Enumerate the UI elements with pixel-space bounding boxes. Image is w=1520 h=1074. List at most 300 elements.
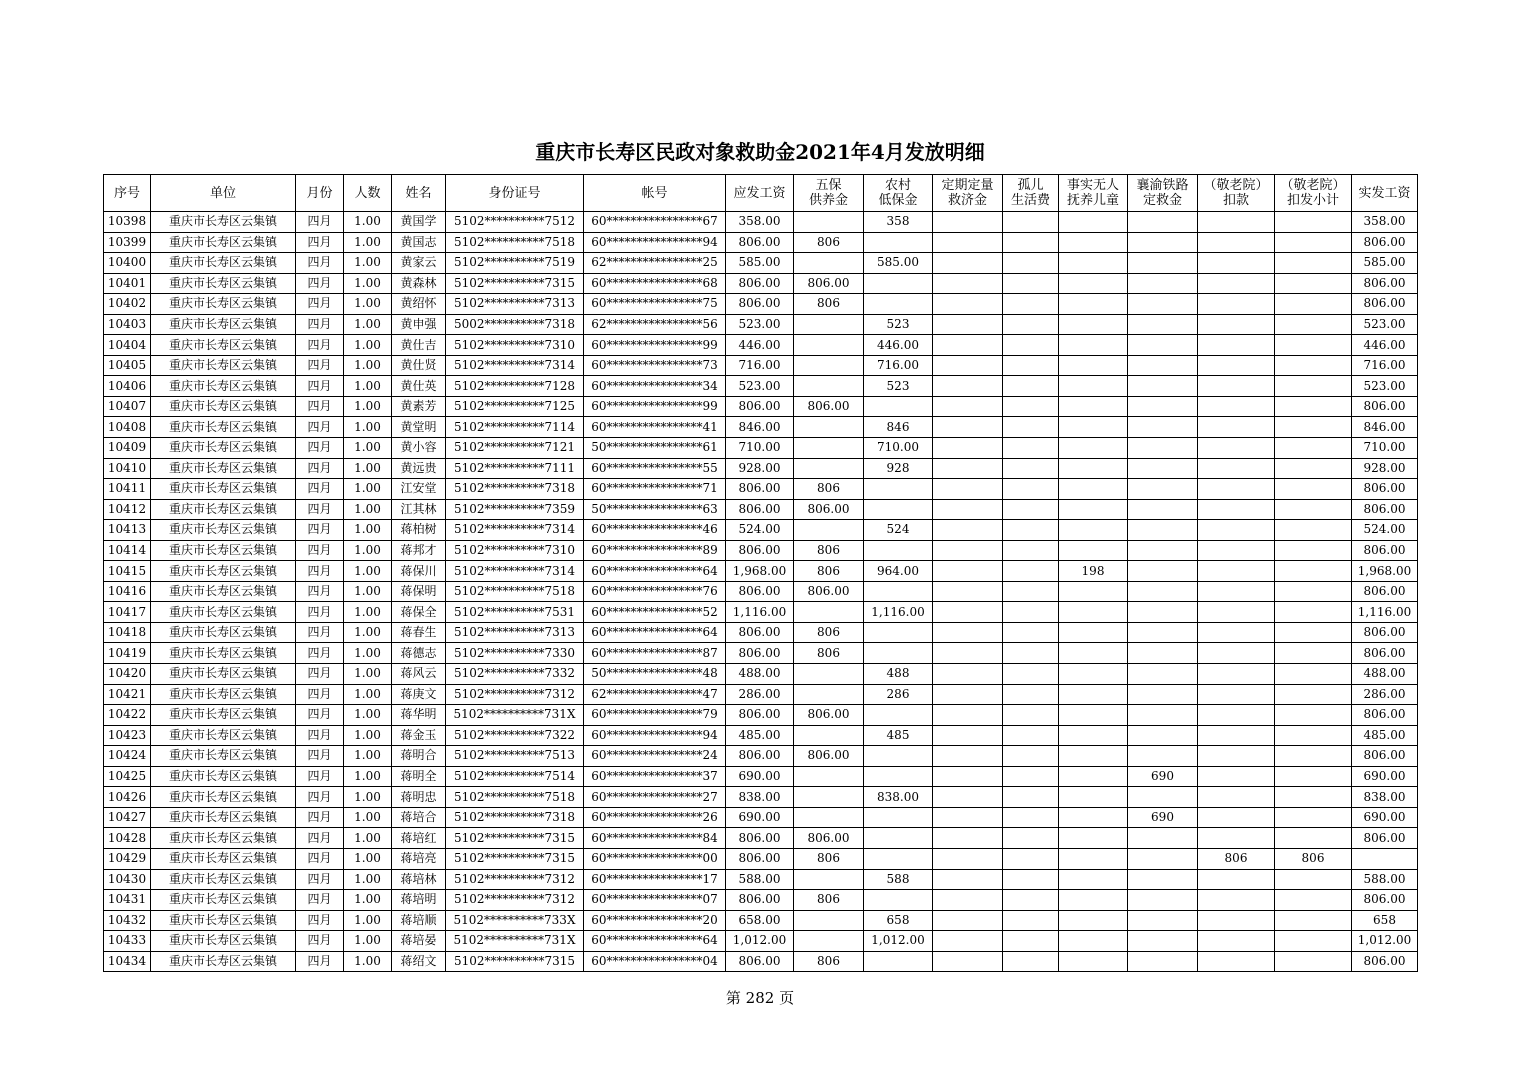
- table-cell: 60****************68: [584, 273, 726, 294]
- table-cell: 1.00: [344, 355, 392, 376]
- table-cell: 重庆市长寿区云集镇: [151, 643, 296, 664]
- table-cell: 846.00: [726, 417, 794, 438]
- table-cell: 806.00: [726, 643, 794, 664]
- table-cell: [1059, 253, 1128, 274]
- table-cell: 838.00: [864, 787, 933, 808]
- table-cell: 1.00: [344, 602, 392, 623]
- table-row: [104, 417, 1418, 438]
- table-cell: 重庆市长寿区云集镇: [151, 273, 296, 294]
- table-cell: [1128, 540, 1198, 561]
- table-cell: [1198, 355, 1275, 376]
- table-cell: 60****************20: [584, 910, 726, 931]
- table-cell: 重庆市长寿区云集镇: [151, 910, 296, 931]
- table-cell: [1275, 890, 1352, 911]
- table-cell: 60****************52: [584, 602, 726, 623]
- table-cell: [864, 807, 933, 828]
- table-cell: 1.00: [344, 212, 392, 233]
- table-row: [104, 787, 1418, 808]
- table-cell: 806.00: [794, 273, 864, 294]
- column-header: 农村 低保金: [864, 175, 933, 212]
- table-cell: 重庆市长寿区云集镇: [151, 581, 296, 602]
- table-cell: 60****************64: [584, 561, 726, 582]
- table-cell: 60****************46: [584, 520, 726, 541]
- table-cell: 50****************63: [584, 499, 726, 520]
- table-cell: 806: [1275, 848, 1352, 869]
- table-cell: 10407: [104, 396, 151, 417]
- table-cell: 1.00: [344, 725, 392, 746]
- table-cell: [933, 951, 1003, 972]
- table-cell: 重庆市长寿区云集镇: [151, 828, 296, 849]
- table-cell: [933, 520, 1003, 541]
- table-cell: 806.00: [794, 828, 864, 849]
- table-cell: 重庆市长寿区云集镇: [151, 458, 296, 479]
- table-cell: [933, 725, 1003, 746]
- table-cell: 5102**********7312: [446, 869, 584, 890]
- table-cell: 10422: [104, 705, 151, 726]
- table-cell: [1275, 355, 1352, 376]
- table-cell: 585.00: [726, 253, 794, 274]
- table-row: [104, 725, 1418, 746]
- table-cell: 1.00: [344, 561, 392, 582]
- table-cell: 1.00: [344, 684, 392, 705]
- table-cell: 523.00: [1352, 376, 1418, 397]
- table-cell: 10400: [104, 253, 151, 274]
- table-cell: 10430: [104, 869, 151, 890]
- table-row: [104, 581, 1418, 602]
- table-cell: 60****************84: [584, 828, 726, 849]
- table-cell: [1003, 684, 1059, 705]
- table-cell: 60****************94: [584, 725, 726, 746]
- table-cell: 806.00: [726, 705, 794, 726]
- table-cell: [1275, 520, 1352, 541]
- table-cell: 806.00: [1352, 581, 1418, 602]
- table-cell: 1.00: [344, 335, 392, 356]
- table-cell: 四月: [296, 294, 344, 315]
- table-cell: 黄素芳: [392, 396, 446, 417]
- table-cell: 358.00: [726, 212, 794, 233]
- table-cell: [933, 417, 1003, 438]
- table-cell: 10409: [104, 438, 151, 459]
- table-cell: 黄仕吉: [392, 335, 446, 356]
- table-cell: 286.00: [1352, 684, 1418, 705]
- table-cell: 10428: [104, 828, 151, 849]
- table-cell: 5102**********731X: [446, 931, 584, 952]
- table-cell: [1275, 212, 1352, 233]
- table-cell: [933, 212, 1003, 233]
- table-row: [104, 396, 1418, 417]
- column-header: 帐号: [584, 175, 726, 212]
- table-cell: [794, 417, 864, 438]
- table-cell: [1003, 766, 1059, 787]
- table-cell: 四月: [296, 438, 344, 459]
- table-cell: 5102**********7519: [446, 253, 584, 274]
- table-cell: 四月: [296, 520, 344, 541]
- table-row: [104, 376, 1418, 397]
- table-cell: 黄仕贤: [392, 355, 446, 376]
- table-cell: [1275, 705, 1352, 726]
- table-cell: [933, 807, 1003, 828]
- table-cell: [1198, 458, 1275, 479]
- table-cell: 1.00: [344, 910, 392, 931]
- column-header: 事实无人 抚养儿童: [1059, 175, 1128, 212]
- table-cell: 重庆市长寿区云集镇: [151, 314, 296, 335]
- table-cell: [1003, 848, 1059, 869]
- table-cell: 10429: [104, 848, 151, 869]
- table-cell: [1059, 458, 1128, 479]
- table-cell: [1275, 314, 1352, 335]
- table-cell: [1059, 951, 1128, 972]
- table-cell: [1198, 766, 1275, 787]
- table-cell: 10398: [104, 212, 151, 233]
- table-cell: 1.00: [344, 479, 392, 500]
- table-cell: 5102**********7114: [446, 417, 584, 438]
- table-cell: [933, 273, 1003, 294]
- table-row: [104, 869, 1418, 890]
- table-cell: [933, 910, 1003, 931]
- table-cell: 60****************04: [584, 951, 726, 972]
- table-cell: [1059, 499, 1128, 520]
- table-cell: 1.00: [344, 438, 392, 459]
- table-cell: 806.00: [726, 396, 794, 417]
- table-cell: 5102**********7332: [446, 664, 584, 685]
- table-cell: 四月: [296, 951, 344, 972]
- table-cell: [1059, 355, 1128, 376]
- table-cell: 60****************87: [584, 643, 726, 664]
- table-cell: 四月: [296, 622, 344, 643]
- table-cell: 蒋绍文: [392, 951, 446, 972]
- table-cell: 1.00: [344, 705, 392, 726]
- table-cell: 524: [864, 520, 933, 541]
- table-cell: 5102**********7322: [446, 725, 584, 746]
- table-cell: 588.00: [726, 869, 794, 890]
- table-cell: 716.00: [1352, 355, 1418, 376]
- table-row: [104, 212, 1418, 233]
- table-cell: 四月: [296, 561, 344, 582]
- table-cell: 10405: [104, 355, 151, 376]
- table-cell: [1059, 232, 1128, 253]
- table-cell: [794, 438, 864, 459]
- table-cell: [1275, 602, 1352, 623]
- table-cell: 蒋明合: [392, 746, 446, 767]
- table-cell: [794, 684, 864, 705]
- table-cell: 1.00: [344, 931, 392, 952]
- column-header: 序号: [104, 175, 151, 212]
- table-cell: [1059, 848, 1128, 869]
- table-cell: 523: [864, 314, 933, 335]
- table-cell: [1128, 684, 1198, 705]
- table-cell: 黄小容: [392, 438, 446, 459]
- table-cell: [794, 602, 864, 623]
- table-cell: 488.00: [726, 664, 794, 685]
- table-cell: 10417: [104, 602, 151, 623]
- table-cell: 重庆市长寿区云集镇: [151, 294, 296, 315]
- table-cell: [1003, 294, 1059, 315]
- table-cell: [1128, 314, 1198, 335]
- table-cell: [1128, 828, 1198, 849]
- table-cell: 62****************56: [584, 314, 726, 335]
- table-cell: [1003, 335, 1059, 356]
- table-cell: 806.00: [726, 499, 794, 520]
- table-cell: [1003, 581, 1059, 602]
- table-cell: [1198, 869, 1275, 890]
- table-cell: 716.00: [726, 355, 794, 376]
- table-row: [104, 232, 1418, 253]
- table-cell: [1128, 602, 1198, 623]
- table-cell: [1003, 212, 1059, 233]
- table-cell: 60****************64: [584, 931, 726, 952]
- table-cell: 806.00: [726, 479, 794, 500]
- table-cell: 5102**********7314: [446, 561, 584, 582]
- table-header-row: [104, 175, 1418, 212]
- table-cell: [1198, 438, 1275, 459]
- table-cell: 806.00: [726, 828, 794, 849]
- table-cell: 重庆市长寿区云集镇: [151, 355, 296, 376]
- table-cell: 蒋金玉: [392, 725, 446, 746]
- table-cell: [1128, 355, 1198, 376]
- table-cell: [1198, 540, 1275, 561]
- table-cell: 585.00: [864, 253, 933, 274]
- table-cell: 806: [794, 232, 864, 253]
- table-cell: 1.00: [344, 951, 392, 972]
- table-cell: [1128, 746, 1198, 767]
- table-cell: 10410: [104, 458, 151, 479]
- table-cell: 806.00: [1352, 705, 1418, 726]
- table-cell: 重庆市长寿区云集镇: [151, 622, 296, 643]
- table-cell: 806.00: [1352, 396, 1418, 417]
- table-cell: 60****************07: [584, 890, 726, 911]
- table-cell: [1059, 376, 1128, 397]
- table-cell: 806.00: [726, 848, 794, 869]
- table-cell: [1275, 273, 1352, 294]
- table-cell: [933, 766, 1003, 787]
- table-cell: 658.00: [726, 910, 794, 931]
- table-cell: [1003, 828, 1059, 849]
- table-cell: [1275, 807, 1352, 828]
- table-cell: [1128, 396, 1198, 417]
- table-cell: 1.00: [344, 828, 392, 849]
- table-cell: [864, 766, 933, 787]
- table-cell: 60****************75: [584, 294, 726, 315]
- table-cell: [933, 314, 1003, 335]
- table-cell: [1003, 355, 1059, 376]
- table-cell: 60****************64: [584, 622, 726, 643]
- table-cell: 5102**********7514: [446, 766, 584, 787]
- table-cell: 1.00: [344, 622, 392, 643]
- table-cell: 1.00: [344, 232, 392, 253]
- table-cell: [1198, 499, 1275, 520]
- table-cell: 重庆市长寿区云集镇: [151, 232, 296, 253]
- table-cell: 1.00: [344, 376, 392, 397]
- table-cell: 5102**********7313: [446, 294, 584, 315]
- table-cell: 806.00: [1352, 622, 1418, 643]
- table-cell: 806.00: [726, 232, 794, 253]
- table-row: [104, 314, 1418, 335]
- table-cell: 重庆市长寿区云集镇: [151, 807, 296, 828]
- table-cell: 286.00: [726, 684, 794, 705]
- table-cell: 四月: [296, 828, 344, 849]
- table-cell: 黄申强: [392, 314, 446, 335]
- table-row: [104, 828, 1418, 849]
- table-row: [104, 294, 1418, 315]
- table-cell: [1003, 931, 1059, 952]
- table-cell: [1128, 664, 1198, 685]
- table-cell: [1059, 581, 1128, 602]
- table-cell: [1003, 520, 1059, 541]
- table-cell: 62****************25: [584, 253, 726, 274]
- table-cell: 485.00: [726, 725, 794, 746]
- table-cell: 806.00: [726, 951, 794, 972]
- table-cell: 1.00: [344, 766, 392, 787]
- table-cell: 黄仕英: [392, 376, 446, 397]
- table-cell: 1.00: [344, 787, 392, 808]
- table-cell: 60****************27: [584, 787, 726, 808]
- table-cell: 10433: [104, 931, 151, 952]
- table-cell: 5102**********7121: [446, 438, 584, 459]
- table-cell: 重庆市长寿区云集镇: [151, 725, 296, 746]
- table-cell: [933, 561, 1003, 582]
- table-cell: 重庆市长寿区云集镇: [151, 931, 296, 952]
- table-cell: 658: [1352, 910, 1418, 931]
- table-cell: 60****************99: [584, 396, 726, 417]
- table-cell: 蒋培合: [392, 807, 446, 828]
- table-cell: [1003, 910, 1059, 931]
- table-cell: 四月: [296, 890, 344, 911]
- table-cell: [933, 705, 1003, 726]
- table-cell: 60****************55: [584, 458, 726, 479]
- table-cell: 四月: [296, 212, 344, 233]
- table-cell: [1275, 869, 1352, 890]
- table-cell: 523.00: [726, 376, 794, 397]
- table-cell: 806: [794, 540, 864, 561]
- table-cell: [933, 746, 1003, 767]
- table-cell: 10408: [104, 417, 151, 438]
- table-cell: [864, 273, 933, 294]
- table-cell: [933, 540, 1003, 561]
- table-cell: [1128, 848, 1198, 869]
- table-cell: [794, 910, 864, 931]
- table-cell: 5102**********7518: [446, 581, 584, 602]
- table-cell: 5102**********7111: [446, 458, 584, 479]
- column-header: 五保 供养金: [794, 175, 864, 212]
- table-cell: 806.00: [1352, 951, 1418, 972]
- table-cell: 846: [864, 417, 933, 438]
- table-cell: 重庆市长寿区云集镇: [151, 499, 296, 520]
- table-cell: [1275, 787, 1352, 808]
- table-cell: [1128, 273, 1198, 294]
- table-cell: [933, 294, 1003, 315]
- table-cell: [1059, 335, 1128, 356]
- table-cell: 846.00: [1352, 417, 1418, 438]
- table-cell: 485: [864, 725, 933, 746]
- table-cell: 10406: [104, 376, 151, 397]
- table-cell: [1003, 458, 1059, 479]
- table-cell: 806.00: [726, 273, 794, 294]
- table-row: [104, 684, 1418, 705]
- table-cell: [864, 622, 933, 643]
- table-row: [104, 931, 1418, 952]
- table-cell: 806.00: [794, 499, 864, 520]
- table-cell: [1059, 540, 1128, 561]
- table-cell: [1059, 212, 1128, 233]
- table-cell: 690.00: [726, 807, 794, 828]
- table-cell: [1059, 417, 1128, 438]
- table-cell: 10411: [104, 479, 151, 500]
- table-cell: 10399: [104, 232, 151, 253]
- column-header: 人数: [344, 175, 392, 212]
- table-cell: 10418: [104, 622, 151, 643]
- table-cell: 四月: [296, 684, 344, 705]
- table-cell: 重庆市长寿区云集镇: [151, 376, 296, 397]
- table-cell: [1275, 581, 1352, 602]
- table-cell: 5102**********7312: [446, 890, 584, 911]
- table-cell: 10434: [104, 951, 151, 972]
- table-cell: 重庆市长寿区云集镇: [151, 746, 296, 767]
- table-cell: 四月: [296, 643, 344, 664]
- table-cell: [1275, 951, 1352, 972]
- table-cell: [1003, 376, 1059, 397]
- table-cell: 806.00: [794, 581, 864, 602]
- table-cell: [864, 479, 933, 500]
- table-cell: 重庆市长寿区云集镇: [151, 869, 296, 890]
- table-cell: 524.00: [726, 520, 794, 541]
- table-cell: [1198, 643, 1275, 664]
- table-cell: 806.00: [1352, 746, 1418, 767]
- table-cell: 1.00: [344, 664, 392, 685]
- table-row: [104, 951, 1418, 972]
- table-cell: [1059, 684, 1128, 705]
- table-cell: [1275, 253, 1352, 274]
- table-cell: [1059, 828, 1128, 849]
- table-cell: [1059, 396, 1128, 417]
- table-cell: [1003, 540, 1059, 561]
- table-cell: 806.00: [1352, 232, 1418, 253]
- table-cell: 690: [1128, 766, 1198, 787]
- table-cell: 四月: [296, 746, 344, 767]
- table-cell: 806: [794, 890, 864, 911]
- table-cell: [1003, 643, 1059, 664]
- table-cell: 四月: [296, 273, 344, 294]
- table-cell: [933, 253, 1003, 274]
- table-cell: [1275, 540, 1352, 561]
- table-cell: [1059, 869, 1128, 890]
- table-cell: 蒋培林: [392, 869, 446, 890]
- table-cell: 1,012.00: [864, 931, 933, 952]
- column-header: 襄渝铁路 定救金: [1128, 175, 1198, 212]
- table-cell: [1275, 335, 1352, 356]
- table-cell: 524.00: [1352, 520, 1418, 541]
- table-cell: 1.00: [344, 581, 392, 602]
- table-cell: 四月: [296, 910, 344, 931]
- table-row: [104, 273, 1418, 294]
- table-cell: 1.00: [344, 890, 392, 911]
- table-cell: 60****************34: [584, 376, 726, 397]
- table-row: [104, 807, 1418, 828]
- table-cell: [1198, 664, 1275, 685]
- table-cell: 446.00: [726, 335, 794, 356]
- table-cell: 蒋德志: [392, 643, 446, 664]
- table-cell: 四月: [296, 602, 344, 623]
- table-cell: 黄堂明: [392, 417, 446, 438]
- table-cell: 690.00: [1352, 807, 1418, 828]
- table-cell: 50****************61: [584, 438, 726, 459]
- column-header: 孤儿 生活费: [1003, 175, 1059, 212]
- table-cell: [933, 479, 1003, 500]
- table-cell: 蒋培明: [392, 890, 446, 911]
- table-cell: [1003, 807, 1059, 828]
- table-cell: 5102**********7310: [446, 540, 584, 561]
- column-header: 单位: [151, 175, 296, 212]
- table-cell: [1198, 951, 1275, 972]
